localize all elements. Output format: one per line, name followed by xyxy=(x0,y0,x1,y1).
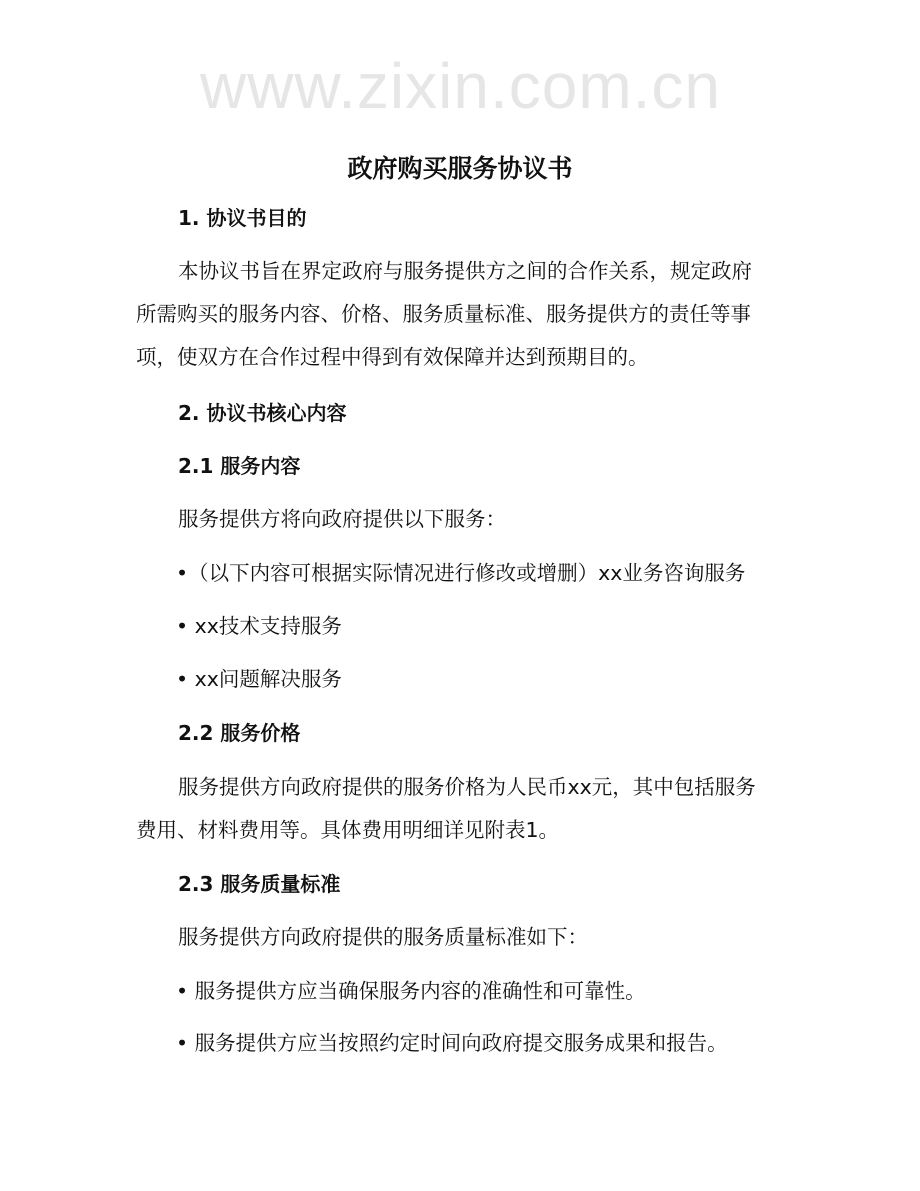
list-item: • 服务提供方应当按照约定时间向政府提交服务成果和报告。 xyxy=(176,1031,728,1055)
watermark: www.zixin.com.cn xyxy=(200,50,721,122)
paragraph-line: 服务提供方将向政府提供以下服务： xyxy=(178,507,506,531)
paragraph-line: 所需购买的服务内容、价格、服务质量标准、服务提供方的责任等事 xyxy=(136,302,751,326)
section-heading: 1. 协议书目的 xyxy=(178,206,307,230)
paragraph-line: 费用、材料费用等。具体费用明细详见附表1。 xyxy=(136,818,560,842)
subsection-heading: 2.3 服务质量标准 xyxy=(178,872,341,896)
paragraph-line: 本协议书旨在界定政府与服务提供方之间的合作关系，规定政府 xyxy=(178,259,752,283)
list-item: • xx问题解决服务 xyxy=(176,667,342,691)
document-title: 政府购买服务协议书 xyxy=(347,154,573,183)
paragraph-line: 项，使双方在合作过程中得到有效保障并达到预期目的。 xyxy=(136,345,649,369)
paragraph-line: 服务提供方向政府提供的服务价格为人民币xx元，其中包括服务 xyxy=(178,775,756,799)
subsection-heading: 2.2 服务价格 xyxy=(178,721,301,745)
subsection-heading: 2.1 服务内容 xyxy=(178,454,301,478)
list-item: • 服务提供方应当确保服务内容的准确性和可靠性。 xyxy=(176,979,646,1003)
list-item: •（以下内容可根据实际情况进行修改或增删）xx业务咨询服务 xyxy=(176,561,746,585)
section-heading: 2. 协议书核心内容 xyxy=(178,401,347,425)
list-item: • xx技术支持服务 xyxy=(176,614,342,638)
paragraph-line: 服务提供方向政府提供的服务质量标准如下： xyxy=(178,925,588,949)
